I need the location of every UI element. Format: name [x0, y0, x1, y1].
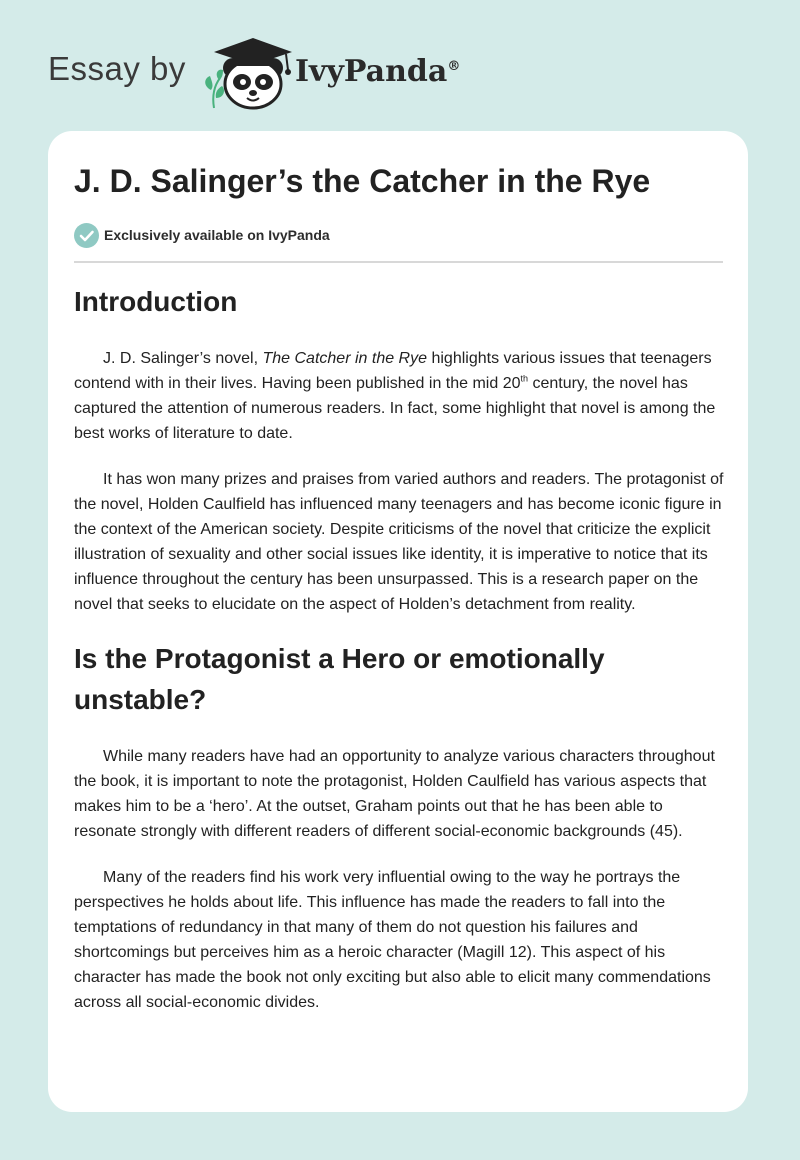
paragraph: It has won many prizes and praises from varied authors and readers. The protagonist of the novel, Holden Caulfield has influenced many teenagers and has become iconic figure in the context of the American society. Despite criticisms of the novel that criticize the explicit illustration of sexuality and other social issues like identity, it is imperative to notice that its influence throughout the century has been unsurpassed. This is a research paper on the novel that seeks to elucidate on the aspect of Holden’s detachment from reality.	[74, 471, 724, 613]
exclusive-badge-text: Exclusively available on IvyPanda	[104, 227, 330, 243]
check-circle-icon	[74, 223, 99, 248]
paragraph: Many of the readers find his work very influential owing to the way he portrays the perspectives he holds about life. This influence has made the readers to fall into the temptations of redundancy in that many of them do not question his failures and shortcomings but perceives him as a heroic character (Magill 12). This aspect of his character has made the book not only exciting but also able to elicit many commendations across all social-economic divides.	[74, 869, 711, 1011]
exclusive-badge	[74, 222, 330, 248]
paragraph-text: highlights various issues that teenagers contend with in their lives. Having been published in the mid 20	[74, 350, 712, 392]
paragraph: While many readers have had an opportunity to analyze various characters throughout the book, it is important to note the protagonist, Holden Caulfield has various aspects that makes him to be a ‘hero’. At the outset, Graham points out that he has been able to resonate strongly with different readers of different social-economic backgrounds (45).	[74, 748, 715, 840]
section-introduction	[74, 281, 726, 617]
brand-name-text: IvyPanda	[295, 54, 448, 89]
essay-body	[74, 281, 726, 1036]
section-protagonist	[74, 638, 726, 1015]
ordinal-suffix: th	[520, 373, 529, 384]
essay-title: J. D. Salinger’s the Catcher in the Rye	[74, 163, 651, 199]
section-heading: Introduction	[74, 286, 238, 317]
paragraph	[74, 346, 726, 446]
book-title: The Catcher in the Rye	[262, 350, 428, 367]
essay-card	[48, 131, 748, 1112]
brand-header[interactable]	[48, 34, 508, 114]
brand-name	[295, 54, 460, 89]
panda-logo-icon	[200, 34, 298, 110]
title-divider	[74, 261, 723, 263]
section-heading: Is the Protagonist a Hero or emotionally unstable?	[74, 643, 605, 715]
paragraph-text: century, the novel has captured the attention of numerous readers. In fact, some highlight that novel is among the best works of literature to date.	[74, 375, 716, 442]
brand-prefix: Essay by	[48, 50, 186, 87]
registered-mark: ®	[447, 59, 461, 74]
paragraph-text: J. D. Salinger’s novel,	[103, 350, 263, 367]
